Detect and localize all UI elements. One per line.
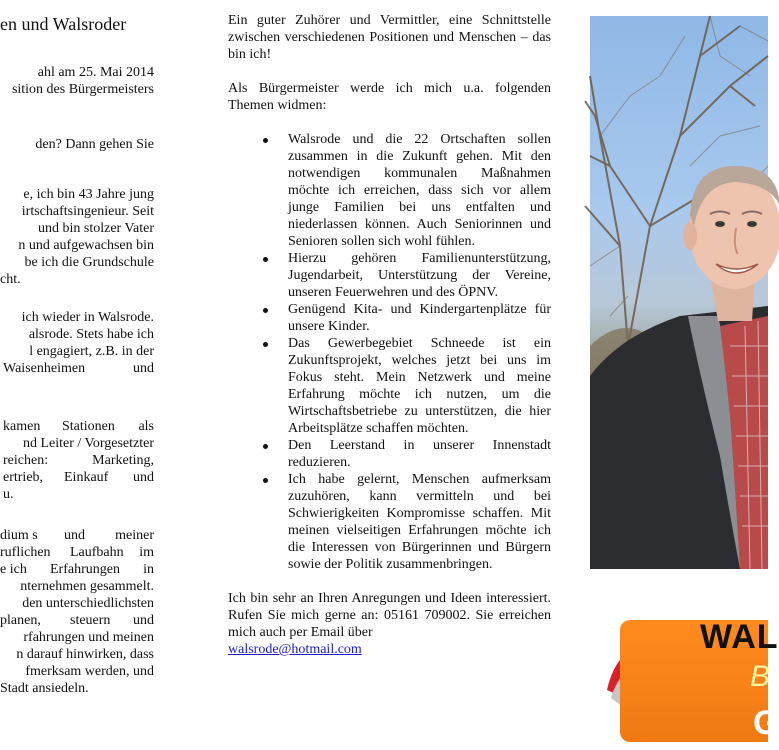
left-word: Laufbahn [70,545,124,560]
middle-column [228,12,551,658]
left-line: und bin stolzer Vater [38,221,154,236]
list-item: Das Gewerbegebiet Schneede ist ein Zukunftsprojekt, welches jetzt bei uns im Fokus steht. Mein Netzwerk und meine Erfahrung möchte ich nutzen, um die Wirtschaftsbetriebe zu unterstützen, die hier Arbeitsplätze schaffen möchten. [228,335,551,437]
left-line: nd Leiter / Vorgesetzter [22,436,154,451]
closing-paragraph [228,590,551,658]
left-line: Stadt ansiedeln. [0,681,89,696]
left-word: und [133,470,154,485]
left-heading: en und Walsroder [0,14,127,34]
left-word: Einkauf [64,470,109,485]
left-word: ertrieb, [3,470,44,485]
left-line: e, ich bin 43 Jahre jung [23,187,154,202]
left-word: im [139,545,154,560]
left-word: Waisenheimen [3,361,86,376]
left-word: als [138,419,154,434]
left-line: irtschaftsingenieur. Seit [21,204,154,219]
left-word: Marketing, [92,453,154,468]
left-word: meiner [115,528,154,543]
list-item: Ich habe gelernt, Menschen aufmerksam zuzuhören, kann vermitteln und bei Schwierigkeiten Kompromisse schaffen. Mit meinen vielseitigen Erfahrungen möchte ich die Interessen von Bürgerinnen und Bürgern sowie der Politik zusammenbringen. [228,471,551,573]
left-word: reichen: [3,453,49,468]
candidate-photo [590,16,768,569]
themes-list [228,131,551,573]
left-word: kamen [3,419,41,434]
left-line: den unterschiedlichsten [22,596,154,611]
list-item: Hierzu gehören Familienunterstützung, Jugendarbeit, Unterstützung der Vereine, unseren Feuerwehren und des ÖPNV. [228,250,551,301]
left-word: steuern [70,613,111,628]
logo-wordmark: WAL [700,618,779,656]
left-line: ich wieder in Walsrode. [21,310,154,325]
left-line: nternehmen gesammelt. [20,579,154,594]
left-line: u. [3,487,14,502]
left-line: ahl am 25. Mai 2014 [37,65,154,80]
left-word: und [133,613,154,628]
left-line: fmerksam werden, und [25,664,154,679]
left-word: Erfahrungen [50,562,120,577]
list-item: Genügend Kita- und Kindergartenplätze für unsere Kinder. [228,301,551,335]
left-word: Stationen [62,419,115,434]
list-item: Walsrode und die 22 Ortschaften sollen zusammen in die Zukunft gehen. Mit den notwendigen kommunalen Maßnahmen möchte ich erreichen, dass sich vor allem junge Familien bei uns entfalten und niederlassen können. Auch Seniorinnen und Senioren sollen sich wohl fühlen. [228,131,551,250]
campaign-logo [605,612,779,742]
left-line: den? Dann gehen Sie [35,137,154,152]
left-line: be ich die Grundschule [24,255,154,270]
left-word: und [64,528,85,543]
logo-subtext: B [750,660,771,693]
intro-paragraph: Ein guter Zuhörer und Vermittler, eine Schnittstelle zwischen verschiedenen Positionen und Menschen – das bin ich! [228,13,551,62]
left-line: cht. [0,272,21,287]
left-line: alsrode. Stets habe ich [28,327,154,342]
left-line: l engagiert, z.B. in der [29,344,154,359]
closing-text: Ich bin sehr an Ihren Anregungen und Ideen interessiert. Rufen Sie mich gerne an: 05161 709002. Sie erreichen mich auch per Email über [228,591,551,640]
left-word: und [133,361,154,376]
left-line: sition des Bürgermeisters [11,82,154,97]
left-word: in [143,562,154,577]
left-line: n und aufgewachsen bin [18,238,154,253]
left-line: rfahrungen und meinen [23,630,154,645]
left-word: ruflichen [0,545,51,560]
list-item: Den Leerstand in unserer Innenstadt reduzieren. [228,437,551,471]
photo-illustration [590,16,768,569]
logo-big-letter: G [753,704,779,742]
left-word: e ich [0,562,27,577]
left-line: n darauf hinwirken, dass [16,647,154,662]
themes-intro-paragraph: Als Bürgermeister werde ich mich u.a. folgenden Themen widmen: [228,81,551,113]
left-word: planen, [0,613,41,628]
left-word: dium s [0,528,38,543]
email-link[interactable]: walsrode@hotmail.com [228,642,362,657]
